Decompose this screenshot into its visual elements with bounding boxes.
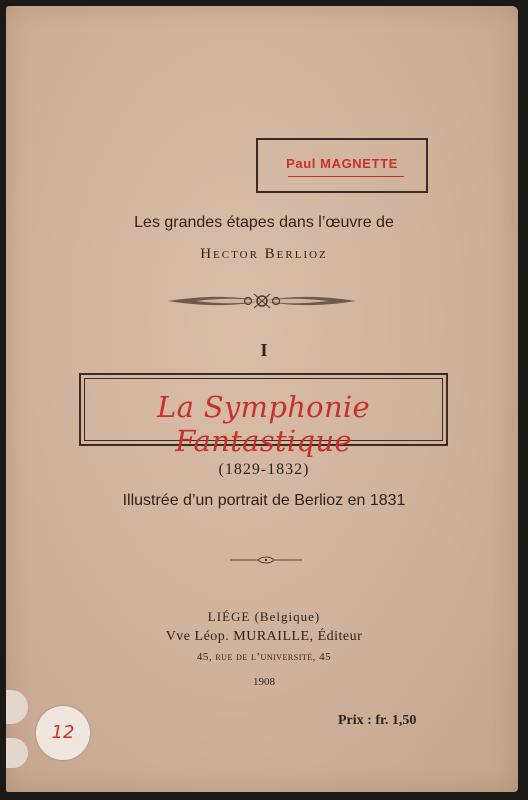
publisher-name: Vve Léop. MURAILLE, Éditeur	[165, 629, 363, 644]
composition-dates: (1829-1832)	[218, 461, 310, 478]
author-frame	[256, 138, 428, 193]
work-title: La Symphonie Fantastique	[157, 390, 370, 458]
publication-year: 1908	[253, 676, 275, 688]
ornament-icon	[166, 290, 358, 312]
composer-name: Hector Berlioz	[200, 246, 328, 262]
illustration-note: Illustrée d’un portrait de Berlioz en 1831	[122, 492, 406, 509]
publisher-address: 45, rue de l’université, 45	[196, 651, 332, 663]
series-subtitle: Les grandes étapes dans l’œuvre de	[134, 214, 394, 231]
volume-number: I	[260, 340, 268, 360]
author-name: Paul MAGNETTE	[286, 156, 398, 171]
divider-icon	[228, 556, 304, 564]
author-underline	[288, 176, 404, 177]
price-label: Prix : fr. 1,50	[338, 713, 417, 728]
title-frame	[79, 373, 448, 458]
publisher-city: LIÉGE (Belgique)	[207, 609, 321, 624]
library-sticker	[36, 706, 90, 760]
sticker-number: 12	[51, 722, 75, 743]
